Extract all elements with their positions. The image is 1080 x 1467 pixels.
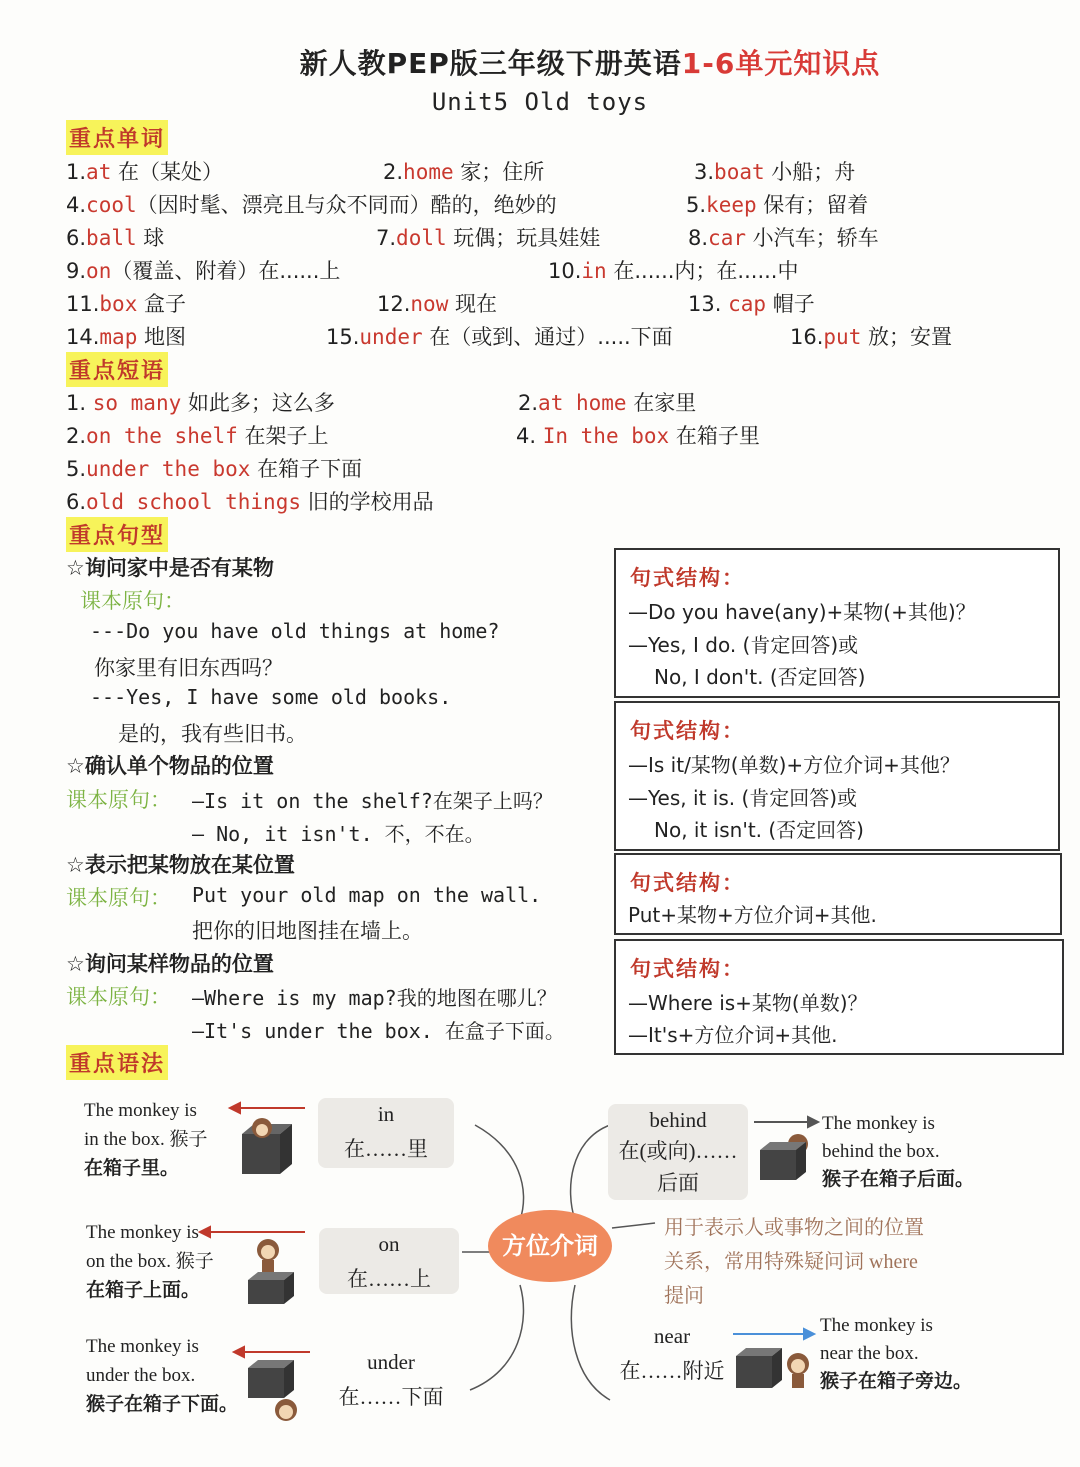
- structure-line: —It's+方位介词+其他.: [628, 1023, 838, 1047]
- card-behind: [608, 1104, 748, 1200]
- structure-title: 句式结构：: [630, 871, 745, 895]
- structure-line: —Yes, I do. (肯定回答)或: [628, 633, 859, 657]
- card-cn: 在……上: [347, 1267, 431, 1291]
- structure-line: Put+某物+方位介词+其他.: [628, 903, 877, 927]
- textbook-label: 课本原句：: [66, 886, 171, 910]
- word-item: 3.boat 小船；舟: [694, 160, 856, 184]
- example-behind: [822, 1110, 974, 1194]
- word-item: 2.home 家；住所: [383, 160, 545, 184]
- word-item: 6.ball 球: [66, 226, 165, 250]
- box-monkey-behind-icon: [758, 1132, 818, 1182]
- sentence-line: —Where is my map?我的地图在哪儿？: [192, 986, 557, 1010]
- section-grammar-title: 重点语法: [66, 1045, 168, 1080]
- word-item: 13. cap 帽子: [688, 292, 815, 316]
- grammar-note: [664, 1211, 924, 1313]
- word-item: 8.car 小汽车；轿车: [688, 226, 879, 250]
- textbook-label: 课本原句：: [66, 788, 171, 812]
- unit-subtitle: Unit5 Old toys: [431, 88, 649, 116]
- word-item: 15.under 在（或到、通过）.....下面: [326, 325, 673, 349]
- card-cn: 在……下面: [338, 1385, 444, 1409]
- example-in: [84, 1096, 208, 1183]
- word-item: 12.now 现在: [377, 292, 498, 316]
- card-cn: 在……里: [344, 1137, 428, 1161]
- caption-line: on the box. 猴子: [86, 1251, 214, 1272]
- card-cn: 在(或向)……: [618, 1139, 738, 1163]
- caption-line: 在箱子里。: [84, 1158, 180, 1179]
- phrase-item: 2.at home 在家里: [518, 391, 697, 415]
- note-line: 提问: [664, 1285, 704, 1307]
- caption-line: 猴子在箱子下面。: [86, 1394, 239, 1415]
- card-near: [610, 1322, 734, 1388]
- sentence-line: ---Yes, I have some old books.: [90, 685, 452, 709]
- box-monkey-on-icon: [244, 1236, 296, 1306]
- sentence-heading: ☆表示把某物放在某位置: [66, 853, 295, 877]
- sentence-line: ---Do you have old things at home?: [90, 619, 500, 643]
- structure-box: [614, 939, 1064, 1055]
- note-line: 用于表示人或事物之间的位置: [664, 1217, 924, 1239]
- structure-title: 句式结构：: [630, 719, 745, 743]
- phrase-item: 2.on the shelf 在架子上: [66, 424, 329, 448]
- word-item: 4.cool（因时髦、漂亮且与众不同而）酷的，绝妙的: [66, 193, 557, 217]
- sentence-line: 你家里有旧东西吗？: [94, 656, 283, 680]
- word-item: 16.put 放；安置: [790, 325, 953, 349]
- card-on: [319, 1228, 459, 1294]
- box-monkey-under-icon: [244, 1356, 308, 1428]
- phrase-item: 4. In the box 在箱子里: [516, 424, 760, 448]
- mindmap-center: 方位介词: [488, 1210, 612, 1282]
- structure-line: —Yes, it is. (肯定回答)或: [628, 786, 858, 810]
- card-in: [318, 1098, 454, 1168]
- word-item: 10.in 在......内；在......中: [548, 259, 799, 283]
- example-on: [86, 1218, 214, 1305]
- box-monkey-near-icon: [734, 1340, 816, 1392]
- word-item: 14.map 地图: [66, 325, 187, 349]
- phrase-item: 5.under the box 在箱子下面: [66, 457, 363, 481]
- structure-title: 句式结构：: [630, 957, 745, 981]
- sentence-line: Put your old map on the wall.: [192, 883, 542, 907]
- card-cn: 在……附近: [619, 1359, 725, 1383]
- card-word: on: [378, 1232, 400, 1256]
- structure-title: 句式结构：: [630, 566, 745, 590]
- structure-box: [614, 853, 1062, 935]
- box-monkey-in-icon: [236, 1112, 298, 1178]
- structure-line: No, I don't. (否定回答): [654, 665, 866, 689]
- caption-line: The monkey is: [84, 1100, 197, 1121]
- note-line: 关系，常用特殊疑问词 where: [664, 1251, 918, 1273]
- textbook-label: 课本原句：: [66, 985, 171, 1009]
- example-near: [820, 1312, 972, 1396]
- word-item: 9.on（覆盖、附着）在......上: [66, 259, 341, 283]
- sentence-heading: ☆确认单个物品的位置: [66, 754, 274, 778]
- phrase-item: 6.old school things 旧的学校用品: [66, 490, 434, 514]
- sentence-line: —It's under the box. 在盒子下面。: [192, 1019, 565, 1043]
- textbook-label: 课本原句：: [80, 589, 185, 613]
- card-word: near: [653, 1324, 691, 1348]
- caption-line: near the box.: [820, 1343, 919, 1364]
- caption-line: 猴子在箱子后面。: [822, 1169, 975, 1190]
- card-cn: 后面: [657, 1171, 699, 1195]
- sentence-line: 把你的旧地图挂在墙上。: [192, 919, 423, 943]
- caption-line: The monkey is: [86, 1222, 199, 1243]
- example-under: [86, 1332, 238, 1419]
- card-word: behind: [649, 1108, 707, 1132]
- structure-box: [614, 701, 1060, 851]
- word-item: 1.at 在（某处）: [66, 160, 224, 184]
- caption-line: The monkey is: [822, 1113, 935, 1134]
- sentence-heading: ☆询问某样物品的位置: [66, 952, 274, 976]
- word-item: 5.keep 保有；留着: [686, 193, 869, 217]
- page-title: 新人教PEP版三年级下册英语1-6单元知识点: [299, 47, 881, 80]
- card-under: [328, 1348, 454, 1416]
- structure-box: [614, 548, 1060, 698]
- section-sentences-title: 重点句型: [66, 517, 168, 552]
- word-item: 11.box 盒子: [66, 292, 187, 316]
- card-word: in: [377, 1102, 395, 1126]
- sentence-line: 是的，我有些旧书。: [118, 722, 307, 746]
- structure-line: No, it isn't. (否定回答): [654, 818, 864, 842]
- sentence-line: —Is it on the shelf?在架子上吗？: [192, 789, 553, 813]
- word-item: 7.doll 玩偶；玩具娃娃: [376, 226, 601, 250]
- caption-line: 在箱子上面。: [86, 1280, 201, 1301]
- structure-line: —Do you have(any)+某物(+其他)？: [628, 600, 976, 624]
- phrase-item: 1. so many 如此多；这么多: [66, 391, 335, 415]
- sentence-line: — No, it isn't. 不，不在。: [192, 822, 485, 846]
- structure-line: —Is it/某物(单数)+方位介词+其他？: [628, 753, 960, 777]
- card-word: under: [367, 1350, 415, 1374]
- caption-line: The monkey is: [820, 1315, 933, 1336]
- caption-line: under the box.: [86, 1365, 196, 1386]
- caption-line: in the box. 猴子: [84, 1129, 208, 1150]
- structure-line: —Where is+某物(单数)？: [628, 991, 868, 1015]
- sentence-heading: ☆询问家中是否有某物: [66, 556, 274, 580]
- section-phrases-title: 重点短语: [66, 352, 168, 387]
- caption-line: behind the box.: [822, 1141, 940, 1162]
- caption-line: The monkey is: [86, 1336, 199, 1357]
- section-words-title: 重点单词: [66, 120, 168, 155]
- caption-line: 猴子在箱子旁边。: [820, 1371, 973, 1392]
